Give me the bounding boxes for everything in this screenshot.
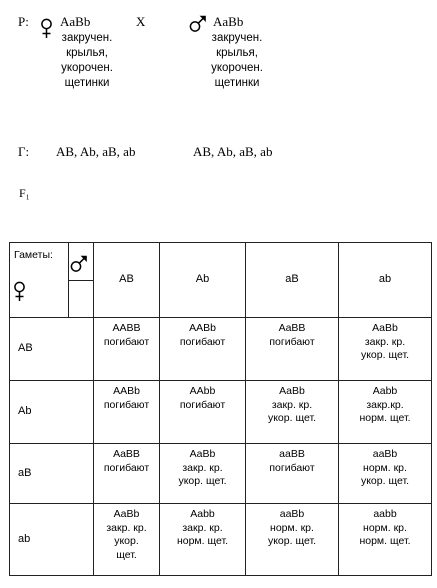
cell-phenotype: укор. щет. (178, 475, 227, 487)
cell-phenotype: норм. щет. (359, 535, 411, 547)
cell-phenotype: погибают (179, 398, 226, 411)
punnett-row (10, 381, 432, 444)
cell-phenotype: щет. (116, 548, 137, 561)
cell-genotype: AABb (189, 322, 216, 334)
row-header-Ab: Ab (10, 381, 94, 444)
cell-genotype: AaBb (279, 385, 305, 397)
cell-phenotype: норм. кр. (363, 461, 407, 474)
punnett-cell (339, 318, 432, 381)
gametes-label: Г: (18, 144, 30, 159)
cell-phenotype: погибают (269, 461, 315, 474)
punnett-cell (94, 318, 160, 381)
cell-phenotype: укор. щет. (360, 349, 410, 361)
punnett-cell (246, 444, 339, 504)
female-trait-4: щетинки (64, 77, 110, 89)
cell-genotype: aaBB (279, 448, 305, 460)
female-gametes: AB, Ab, aB, ab (56, 144, 136, 159)
cell-phenotype: закр. кр. (182, 521, 223, 534)
punnett-cell (160, 504, 246, 576)
cell-genotype: AaBB (278, 322, 306, 334)
column-header-ab: ab (339, 243, 432, 318)
female-trait-1: закручен. (61, 32, 113, 44)
cell-phenotype: закр. кр. (182, 461, 223, 474)
female-genotype: AaBb (60, 14, 91, 29)
male-genotype: AaBb (213, 14, 244, 29)
cell-genotype: AAbb (189, 385, 216, 397)
row-header-AB: AB (10, 318, 94, 381)
punnett-cell (160, 381, 246, 444)
punnett-cell (339, 504, 432, 576)
cell-phenotype: укор. щет. (360, 475, 410, 487)
cell-genotype: AABb (113, 385, 140, 397)
punnett-row (10, 504, 432, 576)
cell-phenotype: погибают (103, 461, 150, 474)
gametes-corner-label: Гаметы: (14, 249, 53, 261)
cell-genotype: aabb (373, 508, 397, 520)
male-phenotype (202, 31, 272, 91)
cell-phenotype: укор. щет. (267, 412, 317, 424)
female-symbol-icon (13, 281, 26, 302)
cell-phenotype: закр. кр. (271, 398, 313, 411)
column-header-AB: AB (94, 243, 160, 318)
cell-phenotype: погибают (103, 398, 150, 411)
male-trait-3: укорочен. (211, 62, 263, 74)
cell-phenotype: укор. (114, 535, 139, 547)
punnett-cell (94, 504, 160, 576)
male-gametes: AB, Ab, aB, ab (193, 144, 273, 159)
cell-phenotype: закр.кр. (366, 398, 404, 411)
punnett-cell (94, 444, 160, 504)
row-header-ab: ab (10, 504, 94, 576)
cell-phenotype: закр. кр. (106, 521, 147, 534)
female-trait-3: укорочен. (61, 62, 113, 74)
punnett-cell (160, 444, 246, 504)
punnett-cell (160, 318, 246, 381)
cell-genotype: AaBb (189, 448, 216, 460)
punnett-cell (94, 381, 160, 444)
punnett-row (10, 318, 432, 381)
cell-phenotype: норм. щет. (359, 412, 411, 424)
male-trait-1: закручен. (211, 32, 263, 44)
male-trait-2: крылья, (216, 47, 258, 59)
parents-label: P: (18, 14, 29, 29)
cell-phenotype: укор. щет. (267, 535, 317, 547)
punnett-cell (339, 444, 432, 504)
cell-phenotype: погибают (103, 335, 150, 348)
cell-phenotype: норм. щет. (176, 535, 229, 547)
f1-label: F₁ (19, 186, 30, 200)
cell-phenotype: норм. кр. (363, 521, 407, 534)
column-header-aB: aB (246, 243, 339, 318)
punnett-cell (246, 504, 339, 576)
male-trait-4: щетинки (214, 77, 260, 89)
column-header-Ab: Ab (160, 243, 246, 318)
cell-genotype: aaBb (279, 508, 305, 520)
cell-genotype: aaBb (372, 448, 398, 460)
cell-genotype: AaBb (372, 322, 398, 334)
cell-phenotype: закр. кр. (364, 335, 406, 348)
cell-genotype: Aabb (372, 385, 398, 397)
punnett-corner-cell (10, 243, 94, 318)
cell-genotype: Aabb (190, 508, 215, 520)
punnett-square (9, 242, 432, 576)
punnett-cell (246, 318, 339, 381)
cell-genotype: AaBb (113, 508, 140, 520)
female-phenotype (52, 31, 122, 91)
cell-genotype: AaBB (113, 448, 140, 460)
punnett-cell (246, 381, 339, 444)
row-header-aB: aB (10, 444, 94, 504)
cross-sign: X (136, 14, 146, 29)
cell-genotype: AABB (112, 322, 141, 334)
cell-phenotype: погибают (179, 335, 226, 348)
cell-phenotype: погибают (269, 335, 315, 348)
cell-phenotype: норм. кр. (270, 521, 314, 534)
male-symbol-icon (70, 255, 88, 273)
punnett-header-row (10, 243, 432, 318)
corner-divider-horizontal (68, 280, 93, 281)
punnett-cell (339, 381, 432, 444)
female-trait-2: крылья, (66, 47, 108, 59)
punnett-row (10, 444, 432, 504)
